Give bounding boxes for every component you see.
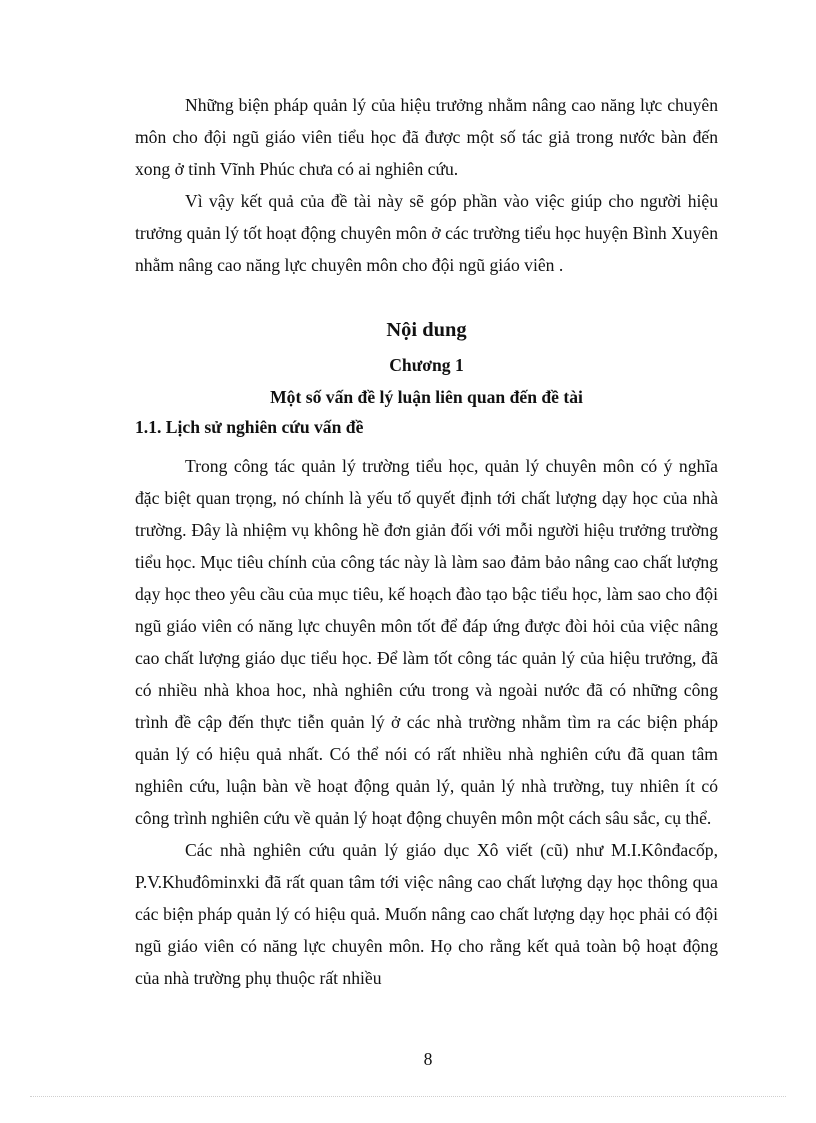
heading-block <box>135 313 718 441</box>
page-number: 8 <box>423 1049 433 1069</box>
body-paragraph-1: Trong công tác quản lý trường tiểu học, quản lý chuyên môn có ý nghĩa đặc biệt quan trọng, nó chính là yếu tố quyết định tới chất lượng dạy học của nhà trường. Đây là nhiệm vụ không hề đơn giản đối với mỗi người hiệu trưởng trường tiểu học. Mục tiêu chính của công tác này là làm sao đảm bảo nâng cao chất lượng dạy học theo yêu cầu của mục tiêu, kế hoạch đào tạo bậc tiểu học, làm sao cho đội ngũ giáo viên có năng lực chuyên môn tốt để đáp ứng được đòi hỏi của việc nâng cao chất lượng giáo dục tiểu học. Để làm tốt công tác quản lý của hiệu trưởng, đã có nhiều nhà khoa hoc, nhà nghiên cứu trong và ngoài nước đã có những công trình đề cập đến thực tiễn quản lý ở các nhà trường nhằm tìm ra các biện pháp quản lý có hiệu quả nhất. Có thể nói có rất nhiều nhà nghiên cứu đã quan tâm nghiên cứu, luận bàn về hoạt động quản lý, quản lý nhà trường, tuy nhiên ít có công trình nghiên cứu về quản lý hoạt động chuyên môn một cách sâu sắc, cụ thể. <box>135 456 718 828</box>
chapter-heading: Chương 1 <box>389 355 464 375</box>
content-heading: Nội dung <box>386 319 467 341</box>
section-heading: 1.1. Lịch sử nghiên cứu vấn đề <box>135 417 364 437</box>
intro-paragraph-2: Vì vậy kết quả của đề tài này sẽ góp phần vào việc giúp cho người hiệu trưởng quản lý tốt hoạt động chuyên môn ở các trường tiểu học huyện Bình Xuyên nhằm nâng cao năng lực chuyên môn cho đội ngũ giáo viên . <box>135 191 718 275</box>
page-bottom-divider <box>30 1096 786 1097</box>
chapter-subtitle: Một số vấn đề lý luận liên quan đến đề tài <box>270 387 583 407</box>
main-section <box>135 450 718 994</box>
intro-section <box>135 89 718 281</box>
body-paragraph-2: Các nhà nghiên cứu quản lý giáo dục Xô viết (cũ) như M.I.Kônđacốp, P.V.Khuđôminxki đã rất quan tâm tới việc nâng cao chất lượng dạy học thông qua các biện pháp quản lý có hiệu quả. Muốn nâng cao chất lượng dạy học phải có đội ngũ giáo viên có năng lực chuyên môn. Họ cho rằng kết quả toàn bộ hoạt động của nhà trường phụ thuộc rất nhiều <box>135 840 718 988</box>
intro-paragraph-1: Những biện pháp quản lý của hiệu trưởng nhằm nâng cao năng lực chuyên môn cho đội ngũ giáo viên tiểu học đã được một số tác giả trong nước bàn đến xong ở tỉnh Vĩnh Phúc chưa có ai nghiên cứu. <box>135 95 718 179</box>
